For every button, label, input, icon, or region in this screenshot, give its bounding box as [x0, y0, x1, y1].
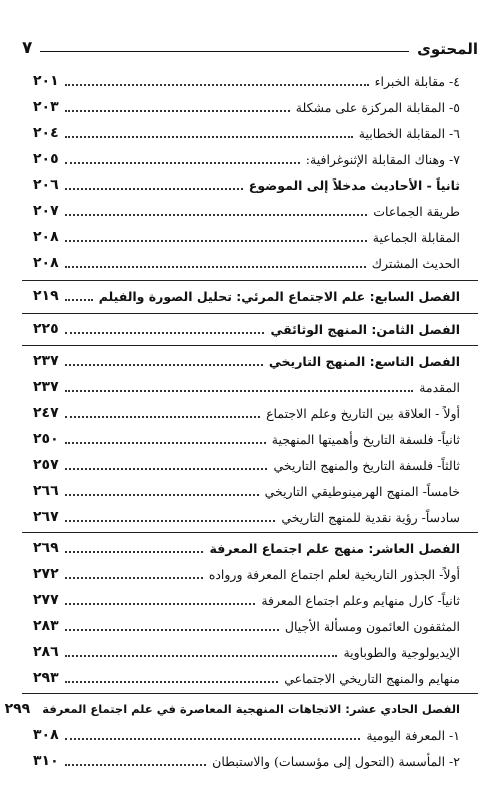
- toc-chapter-page: ٢٣٧: [33, 353, 59, 369]
- toc-entry-page: ٢٩٣: [33, 670, 59, 686]
- toc-entry-label: ٤- مقابلة الخبراء: [374, 73, 460, 89]
- toc-entry-label: طريقة الجماعات: [373, 203, 460, 219]
- toc-chapter-page: ٢٢٥: [33, 321, 59, 337]
- toc-chapter: [33, 537, 460, 559]
- page-number: ٧: [22, 38, 33, 58]
- toc-entry-label: ١- المعرفة اليومية: [366, 727, 460, 743]
- toc-section-heading: [33, 174, 460, 196]
- leader-dots: [65, 738, 361, 740]
- toc-entry-page: ٢٠٥: [33, 151, 59, 167]
- toc-entry: [33, 563, 460, 585]
- toc-entry-page: ٢٨٣: [33, 618, 59, 634]
- toc-entry: [33, 750, 460, 772]
- divider: [22, 345, 478, 346]
- toc-chapter-label: الفصل العاشر: منهج علم اجتماع المعرفة: [209, 540, 460, 556]
- toc-entry: [33, 667, 460, 689]
- toc-entry-page: ٢٦٦: [33, 483, 59, 499]
- leader-dots: [65, 416, 260, 418]
- toc-entry: [33, 480, 460, 502]
- leader-dots: [65, 551, 204, 553]
- toc-entry-label: الحديث المشترك: [371, 255, 460, 271]
- toc-entry: [33, 226, 460, 248]
- toc-entry-page: ٢٠٦: [33, 177, 59, 193]
- toc-entry-page: ٢٣٧: [33, 379, 59, 395]
- leader-dots: [65, 110, 290, 112]
- page-header: [22, 32, 478, 58]
- toc-chapter-page: ٢١٩: [33, 288, 59, 304]
- toc-chapter: [33, 318, 460, 340]
- toc-entry-page: ٢٠١: [33, 73, 59, 89]
- toc-entry: [33, 96, 460, 118]
- toc-chapter: [33, 285, 460, 307]
- toc-chapter-label: الفصل السابع: علم الاجتماع المرئي: تحليل الصورة والفيلم: [98, 288, 460, 304]
- toc-entry-label: ثانياً - الأحاديث مدخلاً إلى الموضوع: [248, 177, 460, 193]
- leader-dots: [65, 188, 243, 190]
- leader-dots: [65, 681, 279, 683]
- toc-entry: [33, 148, 460, 170]
- toc-chapter: [4, 698, 460, 720]
- toc-entry-label: المثقفون العائمون ومسألة الأجيال: [284, 618, 460, 634]
- header-title: المحتوى: [417, 40, 478, 58]
- toc-chapter-page: ٢٩٩: [4, 701, 31, 717]
- toc-entry: [33, 122, 460, 144]
- toc-entry-page: ٢٦٧: [33, 509, 59, 525]
- leader-dots: [65, 577, 203, 579]
- divider: [22, 693, 478, 694]
- toc-chapter-label: الفصل الثامن: المنهج الوثائقي: [270, 321, 460, 337]
- leader-dots: [65, 603, 256, 605]
- leader-dots: [65, 162, 300, 164]
- toc-entry-label: ثانياً- كارل منهايم وعلم اجتماع المعرفة: [261, 592, 460, 608]
- toc-entry-label: ثانياً- فلسفة التاريخ وأهميتها المنهجية: [271, 431, 460, 447]
- toc-entry: [33, 615, 460, 637]
- toc-entry: [33, 200, 460, 222]
- divider: [22, 280, 478, 281]
- toc-chapter-label: الفصل التاسع: المنهج التاريخي: [268, 353, 460, 369]
- toc-entry-label: أولاً - العلاقة بين التاريخ وعلم الاجتماع: [266, 405, 460, 421]
- leader-dots: [65, 332, 265, 334]
- leader-dots: [65, 764, 207, 766]
- divider: [22, 313, 478, 314]
- leader-dots: [65, 214, 368, 216]
- toc-entry-page: ٣١٠: [33, 753, 59, 769]
- toc-entry-page: ٢٥٠: [33, 431, 59, 447]
- toc-entry-label: المقدمة: [419, 379, 460, 395]
- leader-dots: [65, 136, 353, 138]
- toc-entry-page: ٢٠٣: [33, 99, 59, 115]
- toc-entry: [33, 428, 460, 450]
- toc-entry: [33, 376, 460, 398]
- toc-chapter-label: الفصل الحادي عشر: الاتجاهات المنهجية المعاصرة في علم اجتماع المعرفة: [42, 702, 460, 716]
- leader-dots: [65, 84, 369, 86]
- toc-chapter: [33, 350, 460, 372]
- leader-dots: [65, 468, 268, 470]
- leader-dots: [65, 364, 263, 366]
- leader-dots: [65, 240, 367, 242]
- leader-dots: [65, 266, 366, 268]
- leader-dots: [65, 299, 93, 301]
- toc-entry-page: ٢٠٨: [33, 255, 59, 271]
- toc-entry: [33, 724, 460, 746]
- toc-entry-page: ٢٠٧: [33, 203, 59, 219]
- toc-entry-label: سادساً- رؤية نقدية للمنهج التاريخي: [281, 509, 460, 525]
- toc-chapter-page: ٢٦٩: [33, 540, 59, 556]
- toc-entry-page: ٣٠٨: [33, 727, 59, 743]
- toc-entry-page: ٢٧٢: [33, 566, 59, 582]
- toc-entry-label: منهايم والمنهج التاريخي الاجتماعي: [284, 670, 460, 686]
- toc-entry-label: ٦- المقابلة الخطابية: [358, 125, 460, 141]
- toc-entry-page: ٢٤٧: [33, 405, 59, 421]
- toc-entry-label: الإيديولوجية والطوباوية: [343, 644, 460, 660]
- header-rule: [40, 51, 409, 52]
- leader-dots: [65, 494, 259, 496]
- toc-entry: [33, 506, 460, 528]
- leader-dots: [65, 655, 338, 657]
- toc-entry: [33, 454, 460, 476]
- toc-entry: [33, 70, 460, 92]
- toc-entry-label: ٥- المقابلة المركزة على مشكلة: [295, 99, 460, 115]
- leader-dots: [65, 442, 266, 444]
- toc-entry-label: أولاً- الجذور التاريخية لعلم اجتماع المعرفة ورواده: [208, 566, 460, 582]
- leader-dots: [65, 520, 276, 522]
- toc-entry: [33, 252, 460, 274]
- toc-entry-page: ٢٧٧: [33, 592, 59, 608]
- toc-entry-page: ٢٠٤: [33, 125, 59, 141]
- toc-entry-label: خامساً- المنهج الهرمينوطيقي التاريخي: [264, 483, 460, 499]
- divider: [22, 532, 478, 533]
- toc-entry-label: ثالثاً- فلسفة التاريخ والمنهج التاريخي: [273, 457, 460, 473]
- toc-entry: [33, 402, 460, 424]
- toc-entry-page: ٢٨٦: [33, 644, 59, 660]
- leader-dots: [65, 629, 279, 631]
- toc-entry: [33, 641, 460, 663]
- toc-entry-label: المقابلة الجماعية: [372, 229, 460, 245]
- toc-entry-label: ٢- المأسسة (التحول إلى مؤسسات) والاستبطان: [212, 753, 460, 769]
- toc-entry-label: ٧- وهناك المقابلة الإثنوغرافية:: [305, 151, 460, 167]
- toc-entry-page: ٢٥٧: [33, 457, 59, 473]
- leader-dots: [65, 390, 414, 392]
- toc-entry: [33, 589, 460, 611]
- toc-entry-page: ٢٠٨: [33, 229, 59, 245]
